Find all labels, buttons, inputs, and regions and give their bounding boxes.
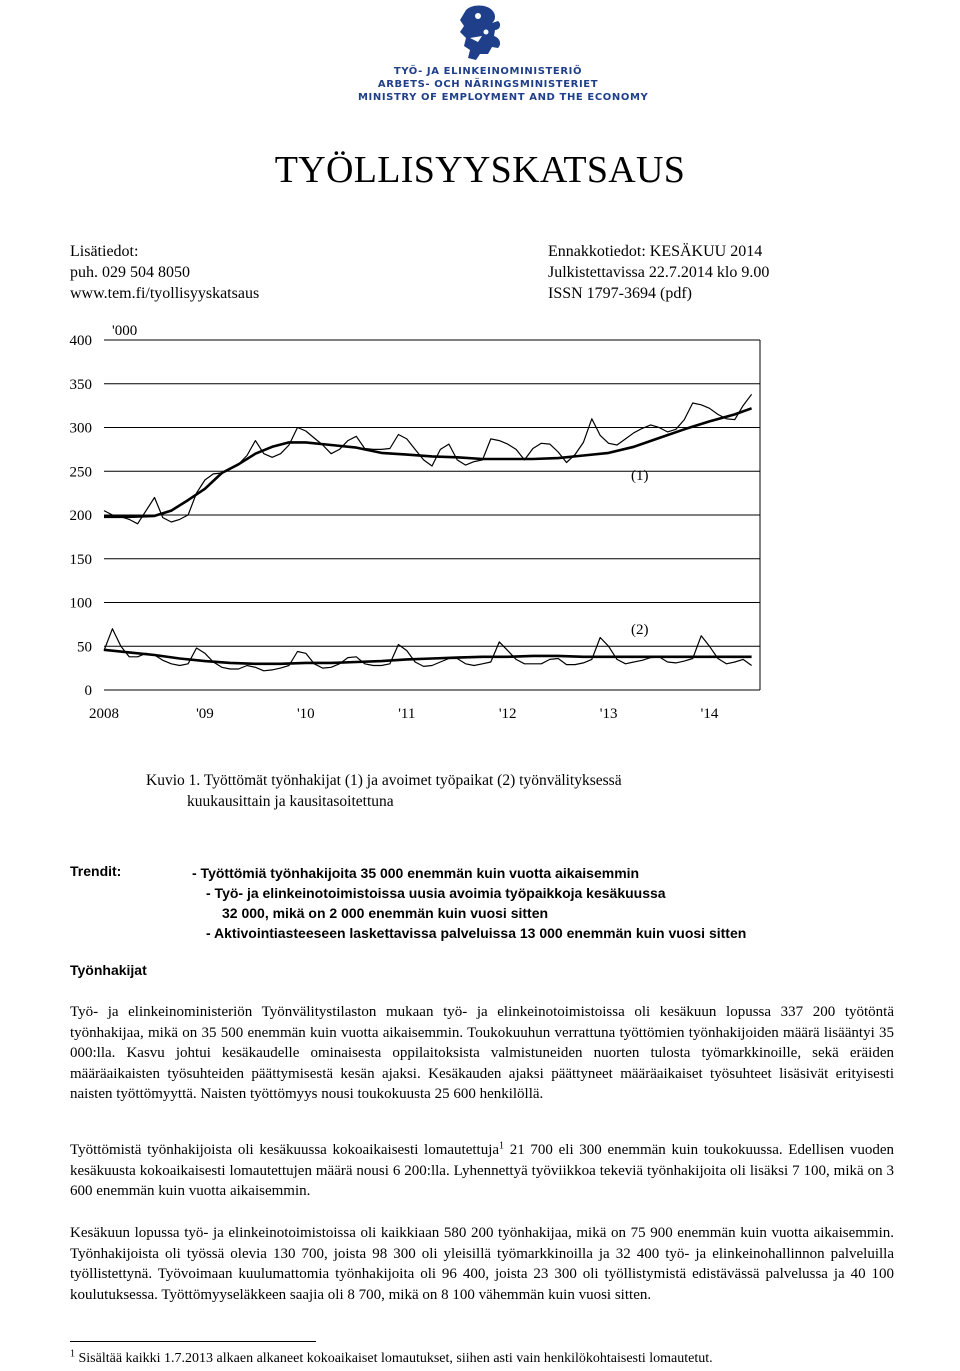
trend-item-continuation: 32 000, mikä on 2 000 enemmän kuin vuosi sitten: [222, 905, 549, 921]
y-tick-label: 300: [69, 420, 92, 437]
paragraph: Työ- ja elinkeinoministeriön Työnvälitystilaston mukaan työ- ja elinkeinotoimistoissa oli kesäkuun lopussa 337 200 työtöntä työnhakijaa, mikä on 35 500 enemmän kuin vuotta aikaisemmin. Toukokuuhun verrattuna työttömien työnhakijoiden määrä lisääntyi 35 000:lla. Kasvu johtui kesäkaudelle ominaisesta oppilaitoksista valmistuneiden nuorten tulosta työmarkkinoille, sekä eräiden määräaikaisten työsuhteiden päättymisestä kesän ajaksi. Kesäkauden ajaksi päättyneet määräaikaiset työsuhteet lisäsivät erityisesti naisten työttömyyttä. Naisten työttömyys nousi toukokuusta 25 600 henkilöllä.: [70, 1004, 894, 1103]
logo-text-sv: ARBETS- OCH NÄRINGSMINISTERIET: [377, 79, 599, 90]
caption-line-1: Kuvio 1. Työttömät työnhakijat (1) ja avoimet työpaikat (2) työnvälityksessä: [146, 772, 622, 789]
y-tick-label: 0: [84, 683, 92, 699]
x-tick-label: '13: [599, 706, 618, 722]
x-axis-labels: [89, 706, 719, 722]
footnote-reference: 1: [499, 1140, 505, 1152]
trends-list: [192, 863, 746, 943]
paragraph-text: Työttömistä työnhakijoista oli kesäkuussa kokoaikaisesti lomautettuja: [70, 1142, 500, 1158]
line-chart: [0, 315, 960, 725]
series-line: [104, 394, 752, 524]
series-label-1: (1): [631, 468, 649, 484]
y-tick-label: 100: [69, 595, 92, 612]
y-axis-labels: [70, 333, 93, 699]
x-tick-label: '09: [196, 706, 214, 722]
series-line: [104, 650, 752, 664]
series-label-2: (2): [631, 622, 649, 638]
publication-info: [548, 241, 769, 304]
chart-series: [104, 394, 752, 671]
chart-grid: [104, 340, 760, 690]
series-line: [104, 629, 752, 671]
y-tick-label: 50: [77, 639, 92, 656]
paragraph: [70, 1140, 894, 1202]
paragraph: Kesäkuun lopussa työ- ja elinkeinotoimistoissa oli kaikkiaan 580 200 työnhakijaa, mikä on 75 900 enemmän kuin vuotta aikaisemmin. Työnhakijoista oli työssä olevia 130 700, joista 98 300 oli yleisillä työmarkkinoilla ja 32 400 työ- ja elinkeinohallinnon palveluilla työllistettynä. Työvoimaan kuulumattomia työnhakijoita oli 96 400, joista 23 300 oli työllistymistä edistävässä palvelussa ja 40 100 koulutuksessa. Työttömyyseläkkeen saajia oli 8 700, mikä on 8 100 vähemmän kuin vuosi sitten.: [70, 1225, 894, 1303]
contact-phone: puh. 029 504 8050: [70, 264, 190, 281]
y-tick-label: 250: [69, 464, 92, 481]
footnote-mark: 1: [70, 1348, 75, 1360]
x-tick-label: '11: [398, 706, 416, 722]
footnote-text: Sisältää kaikki 1.7.2013 alkaen alkaneet kokoaikaiset lomautukset, siihen asti vain henkilökohtaisesti lomautetut.: [75, 1351, 713, 1366]
y-tick-label: 400: [69, 333, 92, 349]
y-tick-label: 350: [69, 376, 92, 393]
x-tick-label: '14: [700, 706, 719, 722]
section-heading: Työnhakijat: [70, 962, 147, 978]
footnote: [70, 1348, 713, 1367]
trend-item: - Työ- ja elinkeinotoimistoissa uusia avoimia työpaikkoja kesäkuussa: [206, 885, 666, 901]
trend-item: - Aktivointiasteeseen laskettavissa palveluissa 13 000 enemmän kuin vuosi sitten: [206, 925, 747, 941]
footnote-separator: [70, 1341, 316, 1342]
ministry-lion-logo: [452, 2, 510, 62]
x-tick-label: '10: [296, 706, 315, 722]
x-tick-label: 2008: [89, 706, 119, 722]
logo-text-fi: TYÖ- JA ELINKEINOMINISTERIÖ: [393, 66, 583, 77]
contact-label: Lisätiedot:: [70, 243, 139, 260]
y-tick-label: 150: [69, 551, 92, 568]
issn: ISSN 1797-3694 (pdf): [548, 285, 692, 302]
x-tick-label: '12: [498, 706, 517, 722]
trend-item: - Työttömiä työnhakijoita 35 000 enemmän kuin vuotta aikaisemmin: [192, 865, 640, 881]
paragraph-text: 21 700 eli 300 enemmän kuin toukokuussa. Edellisen vuoden kesäkuusta kokoaikaisesti lomautettujen määrä nousi 6 200:lla. Lyhennettyä työviikkoa tekeviä työnhakijoita oli lisäksi 7 100, mikä on 3 600 enemmän kuin vuotta aikaisemmin.: [70, 1142, 894, 1200]
caption-line-2: kuukausittain ja kausitasoitettuna: [187, 793, 394, 810]
logo-text-en: MINISTRY OF EMPLOYMENT AND THE ECONOMY: [358, 92, 649, 103]
page-title: TYÖLLISYYSKATSAUS: [274, 149, 686, 191]
y-tick-label: 200: [69, 508, 92, 524]
contact-info: [70, 241, 259, 304]
y-axis-unit-label: '000: [112, 323, 138, 339]
figure-caption: [146, 770, 622, 812]
contact-website: www.tem.fi/tyollisyyskatsaus: [70, 285, 260, 302]
preliminary-data-label: Ennakkotiedot: KESÄKUU 2014: [548, 243, 763, 260]
trends-label: Trendit:: [70, 863, 122, 879]
publication-time: Julkistettavissa 22.7.2014 klo 9.00: [548, 264, 770, 281]
